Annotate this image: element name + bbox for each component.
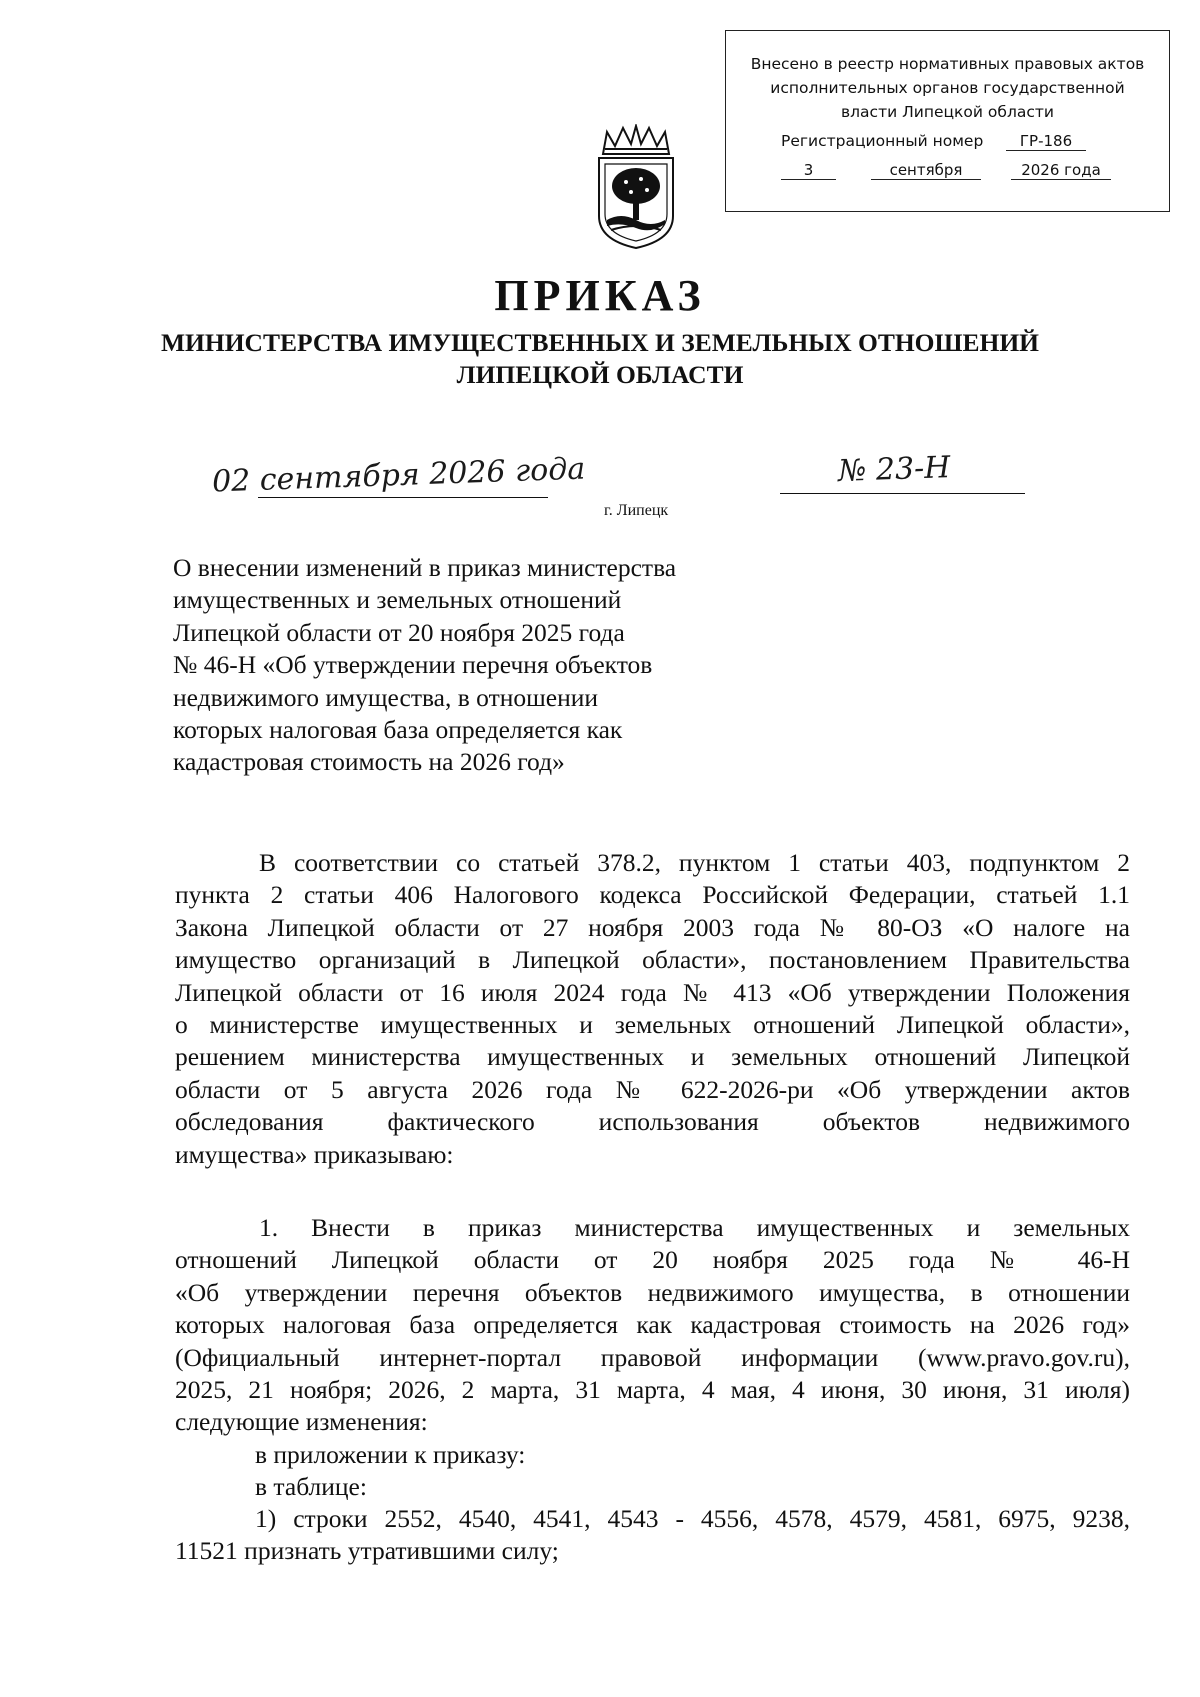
item-1-line: 2025, 21 ноября; 2026, 2 марта, 31 марта, 4 мая, 4 июня, 30 июня, 31 июля) — [175, 1374, 1130, 1404]
page-title: ПРИКАЗ — [494, 271, 706, 320]
registry-stamp — [725, 30, 1170, 212]
number-underline — [780, 493, 1025, 494]
subitem-1-line-1 — [255, 1503, 1130, 1535]
handwritten-date: 02 сентября 2026 года — [211, 451, 586, 500]
preamble-line: пункта 2 статьи 406 Налогового кодекса Российской Федерации, статьей 1.1 — [175, 880, 1130, 910]
item-1-line: которых налоговая база определяется как кадастровая стоимость на 2026 год» — [175, 1310, 1130, 1340]
item-1-line: 1. Внести в приказ министерства имущественных и земельных — [259, 1213, 1130, 1242]
subject-line: О внесении изменений в приказ министерства — [173, 553, 677, 582]
preamble-line: В соответствии со статьей 378.2, пунктом 1 статьи 403, подпунктом 2 — [259, 848, 1130, 877]
city-label: г. Липецк — [604, 502, 669, 519]
preamble-line: Закона Липецкой области от 27 ноября 2003 года № 80-ОЗ «О налоге на — [175, 912, 1130, 942]
item-1-line: «Об утверждении перечня объектов недвижимого имущества, в отношении — [175, 1277, 1130, 1307]
stamp-line-1: Внесено в реестр нормативных правовых актов — [750, 55, 1145, 73]
item-1-paragraph — [175, 1212, 1130, 1439]
subject-line: Липецкой области от 20 ноября 2025 года — [173, 617, 625, 647]
preamble-line: имущество организаций в Липецкой области», постановлением Правительства — [175, 945, 1130, 975]
preamble-paragraph — [175, 847, 1130, 1171]
stamp-line-2: исполнительных органов государственной — [770, 79, 1125, 97]
lipetsk-coat-of-arms-icon — [591, 124, 681, 252]
stamp-line-3: власти Липецкой области — [841, 103, 1054, 121]
appendix-line: в приложении к приказу: — [255, 1440, 526, 1469]
ministry-name-line-2: ЛИПЕЦКОЙ ОБЛАСТИ — [456, 360, 744, 389]
stamp-month: сентября — [871, 161, 981, 180]
order-subject — [173, 552, 733, 779]
ministry-name-line-1: МИНИСТЕРСТВА ИМУЩЕСТВЕННЫХ И ЗЕМЕЛЬНЫХ ОТНОШЕНИЙ — [160, 328, 1040, 357]
stamp-reg-label: Регистрационный номер — [781, 132, 984, 150]
subject-line: кадастровая стоимость на 2026 год» — [173, 747, 565, 777]
item-1-line: следующие изменения: — [175, 1407, 428, 1437]
subject-line: недвижимого имущества, в отношении — [173, 682, 599, 712]
item-1-line: (Официальный интернет-портал правовой информации (www.pravo.gov.ru), — [175, 1342, 1130, 1372]
preamble-line: имущества» приказываю: — [175, 1139, 454, 1169]
subject-line: которых налоговая база определяется как — [173, 715, 623, 745]
preamble-line: обследования фактического использования объектов недвижимого — [175, 1107, 1130, 1137]
preamble-line: области от 5 августа 2026 года № 622-2026-ри «Об утверждении актов — [175, 1074, 1130, 1104]
preamble-line: Липецкой области от 16 июля 2024 года № 413 «Об утверждении Положения — [175, 977, 1130, 1007]
subject-line: имущественных и земельных отношений — [173, 585, 622, 615]
subitem-1-text: 1) строки 2552, 4540, 4541, 4543 - 4556, 4578, 4579, 4581, 6975, 9238, — [255, 1504, 1130, 1533]
stamp-reg-number: ГР-186 — [1006, 132, 1086, 151]
stamp-year: 2026 года — [1011, 161, 1111, 180]
preamble-line: о министерстве имущественных и земельных отношений Липецкой области», — [175, 1009, 1130, 1039]
subject-line: № 46-Н «Об утверждении перечня объектов — [173, 650, 653, 680]
date-underline — [258, 497, 548, 498]
item-1-line: отношений Липецкой области от 20 ноября 2025 года № 46-Н — [175, 1245, 1130, 1275]
stamp-day: 3 — [781, 161, 836, 180]
handwritten-number: № 23-Н — [837, 450, 951, 489]
table-line: в таблице: — [255, 1472, 367, 1501]
subitem-1-line-2: 11521 признать утратившими силу; — [175, 1536, 559, 1565]
preamble-line: решением министерства имущественных и земельных отношений Липецкой — [175, 1042, 1130, 1072]
